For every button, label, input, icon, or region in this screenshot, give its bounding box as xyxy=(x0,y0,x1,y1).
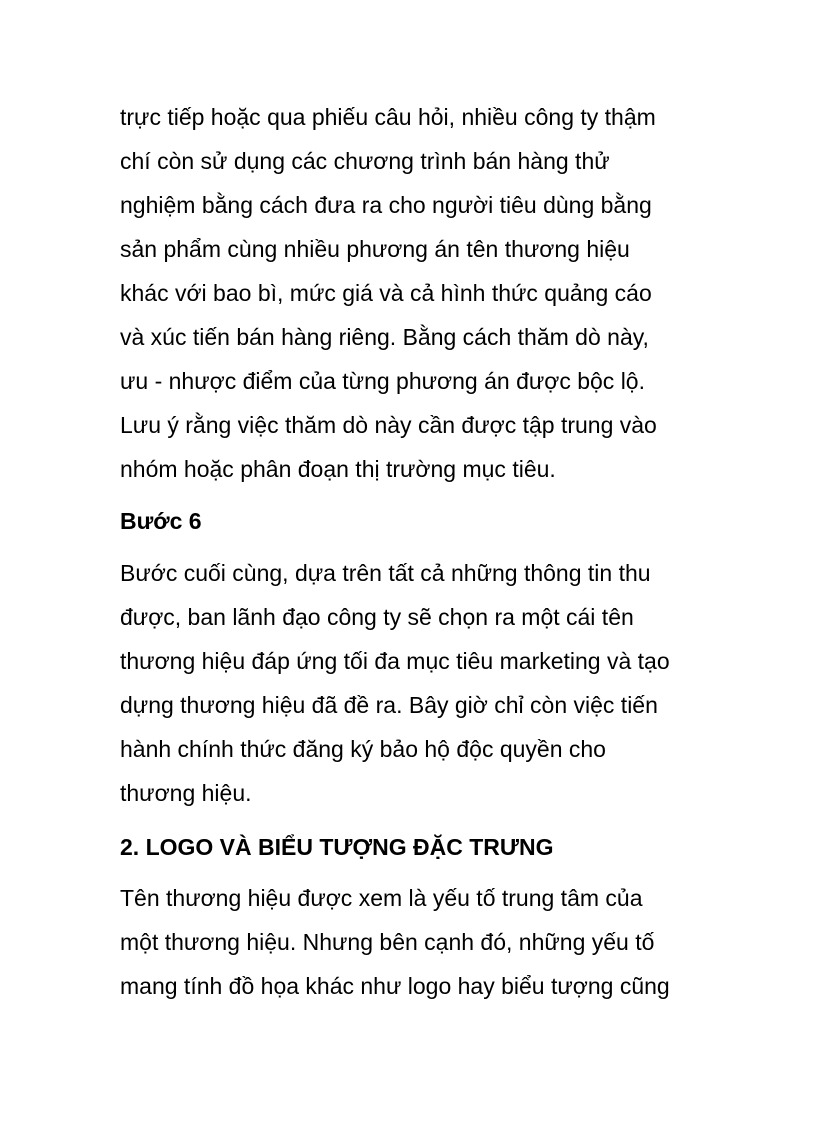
text-line: mang tính đồ họa khác như logo hay biểu tượng cũng xyxy=(120,973,670,999)
paragraph-3 xyxy=(120,876,720,1008)
text-line: sản phẩm cùng nhiều phương án tên thương hiệu xyxy=(120,236,630,262)
text-line: ưu - nhược điểm của từng phương án được bộc lộ. xyxy=(120,368,645,394)
text-line: nhóm hoặc phân đoạn thị trường mục tiêu. xyxy=(120,456,556,482)
text-line: dựng thương hiệu đã đề ra. Bây giờ chỉ còn việc tiến xyxy=(120,692,658,718)
text-line: Tên thương hiệu được xem là yếu tố trung tâm của xyxy=(120,885,643,911)
text-line: Bước cuối cùng, dựa trên tất cả những thông tin thu xyxy=(120,560,651,586)
text-line: nghiệm bằng cách đưa ra cho người tiêu dùng bằng xyxy=(120,192,652,218)
text-line: thương hiệu đáp ứng tối đa mục tiêu marketing và tạo xyxy=(120,648,670,674)
text-line: thương hiệu. xyxy=(120,780,252,806)
text-line: hành chính thức đăng ký bảo hộ độc quyền cho xyxy=(120,736,606,762)
text-line: một thương hiệu. Nhưng bên cạnh đó, những yếu tố xyxy=(120,929,655,955)
section-heading: 2. LOGO VÀ BIỂU TƯỢNG ĐẶC TRƯNG xyxy=(120,834,554,860)
paragraph-1 xyxy=(120,95,720,491)
text-line: Lưu ý rằng việc thăm dò này cần được tập trung vào xyxy=(120,412,657,438)
text-line: chí còn sử dụng các chương trình bán hàng thử xyxy=(120,148,610,174)
paragraph-2 xyxy=(120,551,720,815)
text-line: trực tiếp hoặc qua phiếu câu hỏi, nhiều công ty thậm xyxy=(120,104,656,130)
document-content xyxy=(120,95,720,1008)
text-line: khác với bao bì, mức giá và cả hình thức quảng cáo xyxy=(120,280,652,306)
text-line: và xúc tiến bán hàng riêng. Bằng cách thăm dò này, xyxy=(120,324,649,350)
step-heading: Bước 6 xyxy=(120,508,202,534)
text-line: được, ban lãnh đạo công ty sẽ chọn ra một cái tên xyxy=(120,604,634,630)
